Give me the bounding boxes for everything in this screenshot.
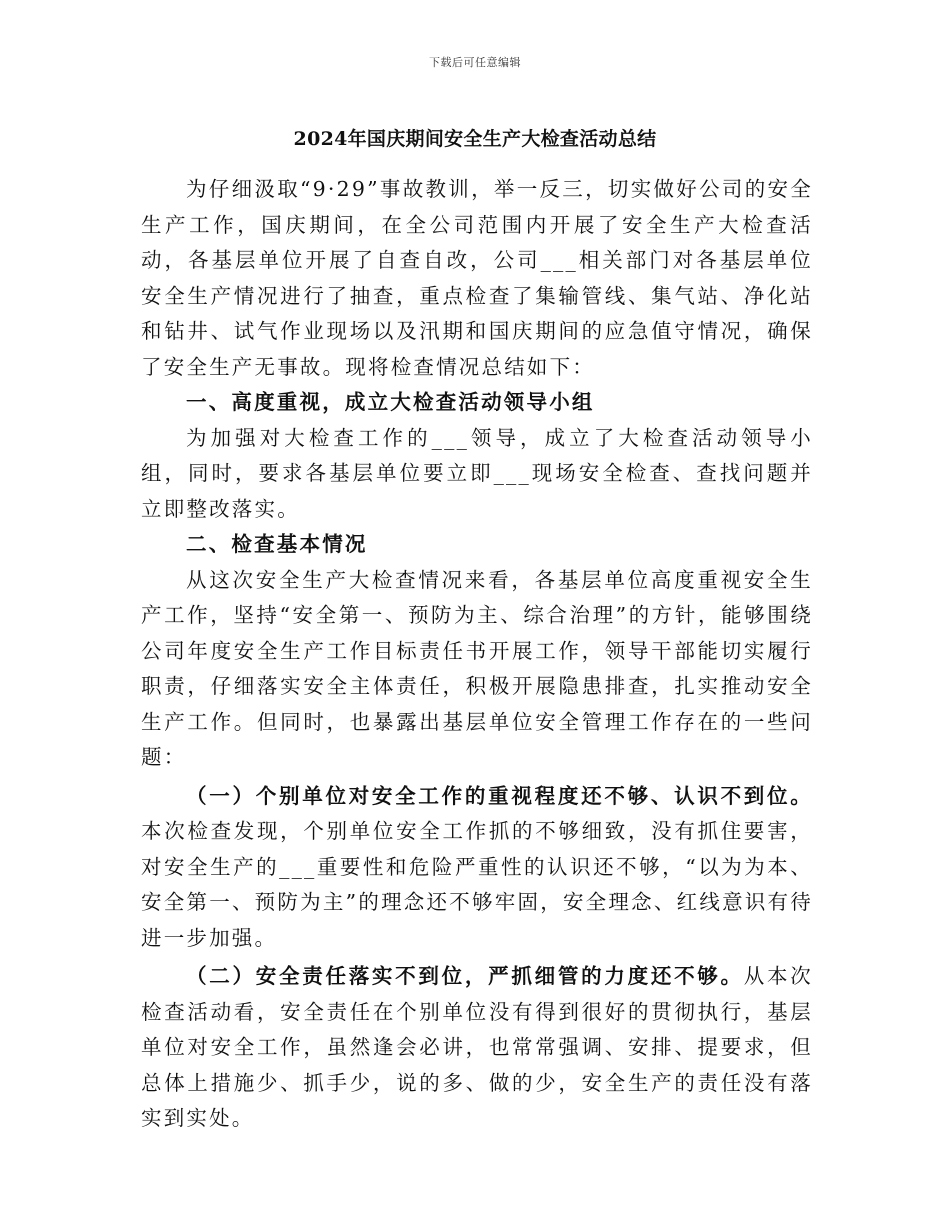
document-title: 2024年国庆期间安全生产大检查活动总结 [293,128,657,150]
subsection-2-paragraph [141,959,813,1137]
section-2-paragraph: 从这次安全生产大检查情况来看，各基层单位高度重视安全生产工作，坚持“安全第一、预防为主、综合治理”的方针，能够围绕公司年度安全生产工作目标责任书开展工作，领导干部能切实履行职责，仔细落实安全主体责任，积极开展隐患排查，扎实推动安全生产工作。但同时，也暴露出基层单位安全管理工作存在的一些问题： [141,567,813,769]
subsection-1-text: 本次检查发现，个别单位安全工作抓的不够细致，没有抓住要害，对安全生产的___重要性和危险严重性的认识还不够，“以为为本、安全第一、预防为主”的理念还不够牢固，安全理念、红线意识有待进一步加强。 [141,819,813,950]
section-1-paragraph: 为加强对大检查工作的___领导，成立了大检查活动领导小组，同时，要求各基层单位要立即___现场安全检查、查找问题并立即整改落实。 [141,425,813,521]
section-2-heading: 二、检查基本情况 [186,532,368,556]
subsection-1-lead: （一）个别单位对安全工作的重视程度还不够、认识不到位。 [186,783,813,808]
intro-paragraph: 为仔细汲取“9·29”事故教训，举一反三，切实做好公司的安全生产工作，国庆期间，在全公司范围内开展了安全生产大检查活动，各基层单位开展了自查自改，公司___相关部门对各基层单位安全生产情况进行了抽查，重点检查了集输管线、集气站、净化站和钻井、试气作业现场以及汛期和国庆期间的应急值守情况，确保了安全生产无事故。现将检查情况总结如下： [141,177,813,379]
subsection-2-lead: （二）安全责任落实不到位，严抓细管的力度还不够。 [186,964,744,988]
subsection-2-text: 从本次检查活动看，安全责任在个别单位没有得到很好的贯彻执行，基层单位对安全工作，虽然逢会必讲，也常常强调、安排、提要求，但总体上措施少、抓手少，说的多、做的少，安全生产的责任没有落实到实处。 [141,964,813,1130]
document-body [141,172,813,1137]
subsection-1-paragraph [141,779,813,957]
header-note: 下载后可任意编辑 [429,56,521,69]
section-1-heading: 一、高度重视，成立大检查活动领导小组 [186,390,595,414]
